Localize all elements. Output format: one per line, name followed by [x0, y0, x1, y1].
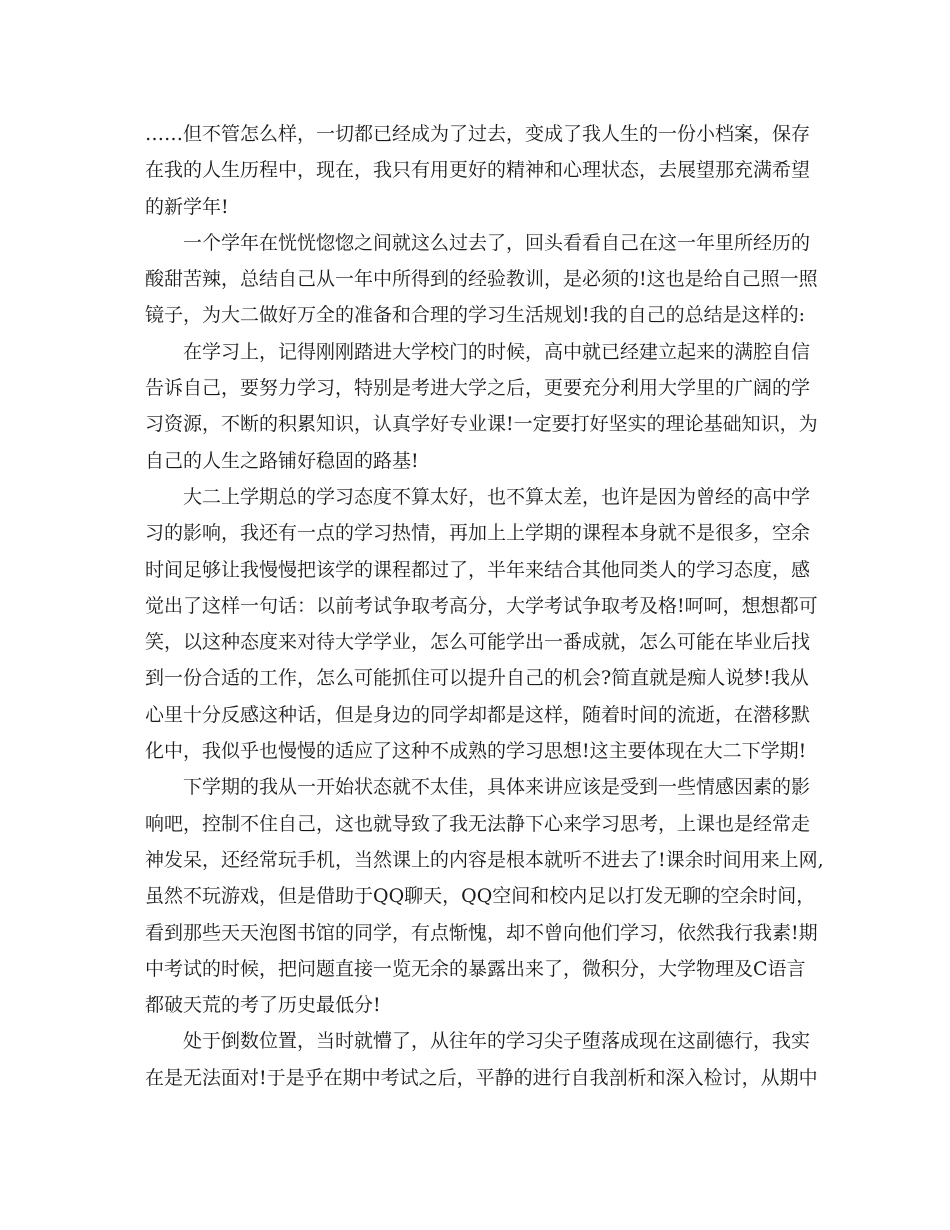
text-line: 习资源，不断的积累知识，认真学好专业课!一定要打好坚实的理论基础知识，为 [145, 413, 818, 436]
document-body [145, 116, 824, 1096]
text-line: 在我的人生历程中，现在，我只有用更好的精神和心理状态，去展望那充满希望 [145, 159, 811, 182]
text-line: 镜子，为大二做好万全的准备和合理的学习生活规划!我的自己的总结是这样的: [145, 304, 806, 327]
text-line: 中考试的时候，把问题直接一览无余的暴露出来了，微积分，大学物理及C语言 [145, 957, 806, 980]
text-line: ……但不管怎么样，一切都已经成为了过去，变成了我人生的一份小档案，保存 [145, 123, 811, 145]
paragraph-start-line: 一个学年在恍恍惚惚之间就这么过去了，回头看看自己在这一年里所经历的 [183, 231, 811, 254]
paragraph-start-line: 处于倒数位置，当时就懵了，从往年的学习尖子堕落成现在这副德行，我实 [183, 1030, 811, 1053]
paragraph-start-line: 在学习上，记得刚刚踏进大学校门的时候，高中就已经建立起来的满腔自信 [183, 340, 811, 363]
text-line: 化中，我似乎也慢慢的适应了这种不成熟的学习思想!这主要体现在大二下学期! [145, 740, 807, 763]
text-line: 到一份合适的工作，怎么可能抓住可以提升自己的机会?简直就是痴人说梦!我从 [145, 667, 809, 690]
paragraph-start-line: 大二上学期总的学习态度不算太好，也不算太差，也许是因为曾经的高中学 [183, 485, 811, 508]
text-line: 心里十分反感这种话，但是身边的同学却都是这样，随着时间的流逝，在潜移默 [145, 703, 811, 726]
text-line: 响吧，控制不住自己，这也就导致了我无法静下心来学习思考，上课也是经常走 [145, 812, 811, 835]
text-line: 神发呆，还经常玩手机，当然课上的内容是根本就听不进去了!课余时间用来上网, [145, 848, 824, 871]
text-line: 都破天荒的考了历史最低分! [145, 994, 381, 1017]
text-line: 虽然不玩游戏，但是借助于QQ聊天，QQ空间和校内足以打发无聊的空余时间， [145, 885, 816, 908]
text-line: 看到那些天天泡图书馆的同学，有点惭愧，却不曾向他们学习，依然我行我素!期 [145, 921, 818, 944]
text-line: 觉出了这样一句话：以前考试争取考高分，大学考试争取考及格!呵呵，想想都可 [145, 594, 818, 617]
paragraph-start-line: 下学期的我从一开始状态就不太佳，具体来讲应该是受到一些情感因素的影 [183, 776, 811, 799]
text-line: 在是无法面对!于是乎在期中考试之后，平静的进行自我剖析和深入检讨，从期中 [145, 1066, 818, 1089]
text-line: 告诉自己，要努力学习，特别是考进大学之后，更要充分利用大学里的广阔的学 [145, 377, 811, 400]
text-line: 自己的人生之路铺好稳固的路基! [145, 449, 419, 472]
text-line: 的新学年! [145, 195, 229, 218]
text-line: 习的影响，我还有一点的学习热情，再加上上学期的课程本身就不是很多，空余 [145, 522, 811, 545]
text-line: 酸甜苦辣，总结自己从一年中所得到的经验教训，是必须的!这也是给自己照一照 [145, 268, 818, 291]
text-line: 笑，以这种态度来对待大学学业，怎么可能学出一番成就，怎么可能在毕业后找 [145, 631, 811, 654]
text-line: 时间足够让我慢慢把该学的课程都过了，半年来结合其他同类人的学习态度，感 [145, 558, 811, 581]
